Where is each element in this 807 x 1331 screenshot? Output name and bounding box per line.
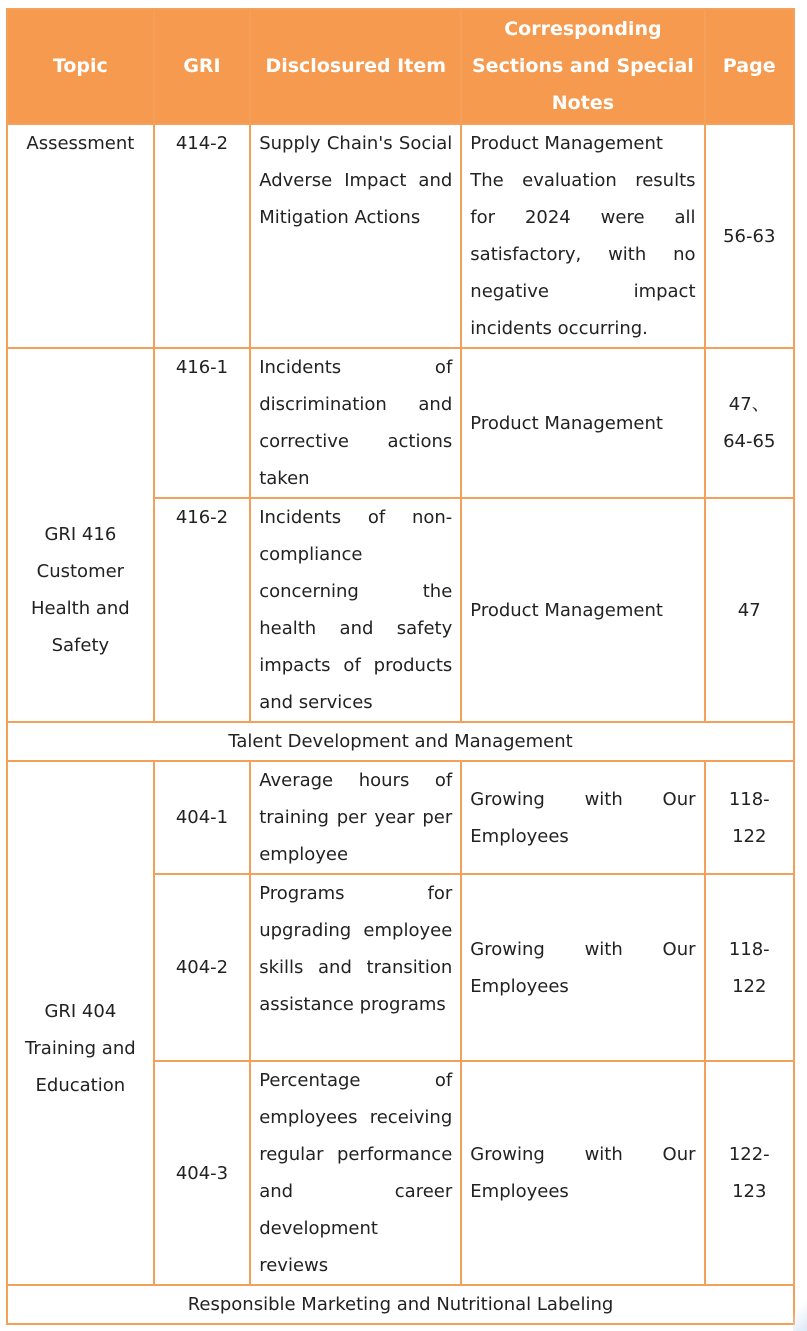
section-title-talent: Talent Development and Management — [7, 722, 794, 761]
page-cell — [705, 348, 794, 498]
page-line: 118- — [728, 938, 770, 960]
topic-line: GRI 416 — [44, 524, 117, 545]
topic-cell-assessment: Assessment — [7, 124, 154, 348]
header-corresponding-sections — [461, 9, 704, 124]
header-topic: Topic — [7, 9, 154, 124]
gri-code-cell: 404-2 — [154, 874, 250, 1061]
gri-code-cell: 404-3 — [154, 1061, 250, 1285]
header-row — [7, 9, 794, 124]
page-cell — [705, 1061, 794, 1285]
disclosure-item-cell: Average hours of training per year per employee — [250, 761, 461, 874]
page-line: 122 — [732, 975, 767, 997]
disclosure-item-cell: Incidents of non-compliance concerning the health and safety impacts of products and services — [250, 498, 461, 722]
section-row-talent — [7, 722, 794, 761]
notes-cell: Growing with Our Employees — [461, 874, 704, 1061]
header-notes-line-2: Sections and Special — [472, 55, 694, 77]
page-cell: 47 — [705, 498, 794, 722]
header-notes-line-3: Notes — [551, 92, 615, 114]
topic-cell-gri-416 — [7, 348, 154, 722]
notes-cell: Product Management — [461, 498, 704, 722]
page-line: 64-65 — [723, 431, 776, 452]
disclosure-item-cell: Supply Chain's Social Adverse Impact and Mitigation Actions — [250, 124, 461, 348]
header-disclosured-item: Disclosured Item — [250, 9, 461, 124]
topic-line: Customer — [36, 561, 125, 582]
notes-title: Product Management — [470, 133, 663, 154]
page-line: 122- — [728, 1144, 770, 1165]
section-row-marketing — [7, 1285, 794, 1324]
notes-cell — [461, 124, 704, 348]
notes-detail: The evaluation results for 2024 were all satisfactory, with no negative impact incidents occurring. — [470, 170, 696, 339]
disclosure-item-cell: Percentage of employees receiving regular performance and career development reviews — [250, 1061, 461, 1285]
notes-cell: Growing with Our Employees — [461, 761, 704, 874]
header-notes-line-1: Corresponding — [504, 18, 662, 40]
notes-cell: Growing with Our Employees — [461, 1061, 704, 1285]
header-page: Page — [705, 9, 794, 124]
page-line: 47、 — [728, 394, 770, 415]
table-row-416-1 — [7, 348, 794, 498]
corner-decoration — [793, 1291, 807, 1331]
table-row-404-1 — [7, 761, 794, 874]
gri-index-table — [6, 8, 795, 1325]
page-line: 118- — [728, 788, 770, 810]
page-cell — [705, 874, 794, 1061]
section-title-marketing: Responsible Marketing and Nutritional Labeling — [7, 1285, 794, 1324]
gri-code-cell: 414-2 — [154, 124, 250, 348]
gri-code-cell: 416-2 — [154, 498, 250, 722]
page-line: 122 — [732, 825, 767, 847]
topic-cell-gri-404 — [7, 761, 154, 1285]
disclosure-item-cell: Incidents of discrimination and corrective actions taken — [250, 348, 461, 498]
topic-line: GRI 404 — [44, 1000, 117, 1022]
page-cell: 56-63 — [705, 124, 794, 348]
header-gri: GRI — [154, 9, 250, 124]
table-row-414-2 — [7, 124, 794, 348]
gri-code-cell: 416-1 — [154, 348, 250, 498]
topic-line: Training and — [25, 1037, 136, 1059]
page-cell — [705, 761, 794, 874]
topic-line: Education — [35, 1074, 126, 1096]
topic-line: Health and — [31, 598, 130, 619]
gri-code-cell: 404-1 — [154, 761, 250, 874]
disclosure-item-cell: Programs for upgrading employee skills and transition assistance programs — [250, 874, 461, 1061]
topic-line: Safety — [51, 635, 110, 656]
page-line: 123 — [732, 1181, 767, 1202]
notes-cell: Product Management — [461, 348, 704, 498]
